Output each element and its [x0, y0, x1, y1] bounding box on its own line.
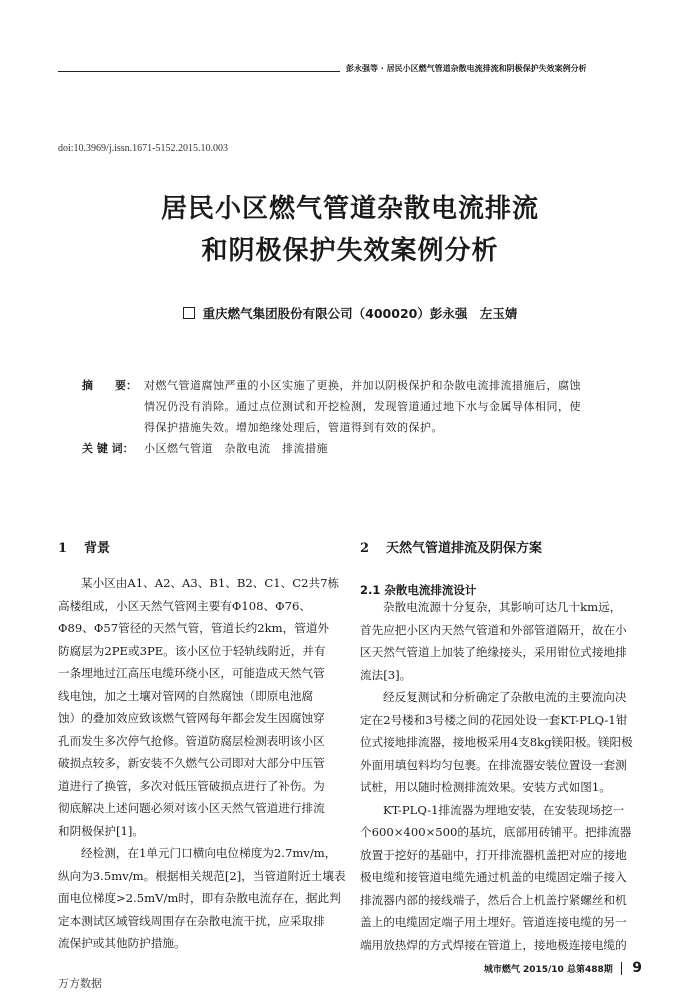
watermark: 万方数据 [58, 977, 102, 990]
abstract-line: 情况仍没有消除。通过点位测试和开挖检测，发现管道通过地下水与金属导体相同，使 [144, 400, 581, 413]
footer-divider [621, 962, 623, 975]
title-line-2: 和阴极保护失效案例分析 [201, 236, 499, 266]
section-number: 2 [360, 541, 370, 556]
body-text-line: 杂散电流源十分复杂，其影响可达几十km远， [383, 600, 622, 614]
authors-text: 重庆燃气集团股份有限公司（400020）彭永强 左玉婧 [202, 306, 518, 321]
section-title: 天然气管道排流及阴保方案 [386, 541, 543, 556]
body-text-line: 彻底解决上述问题必须对该小区天然气管道进行排流 [58, 801, 325, 815]
body-text-line: 孔而发生多次停气抢修。管道防腐层检测表明该小区 [58, 733, 325, 748]
body-text-line: 放置于挖好的基础中，打开排流器机盖把对应的接地 [360, 847, 627, 862]
body-text-line: 盖上的电缆固定端子用土埋好。管道连接电缆的另一 [360, 915, 627, 929]
body-text-line: 和阴极保护[1]。 [58, 823, 144, 838]
abstract-block [82, 375, 642, 459]
body-text-line: 位式接地排流器，接地极采用4支8kg镁阳极。镁阳极 [360, 735, 633, 749]
body-text-line: 排流器内部的接线端子，然后合上机盖拧紧螺丝和机 [360, 892, 627, 907]
section-number: 1 [58, 541, 68, 556]
abstract-label: 摘 要： [82, 379, 137, 392]
page-footer [484, 960, 642, 976]
body-text-line: 流保护或其他防护措施。 [58, 936, 186, 950]
page-number: 9 [632, 960, 642, 976]
body-text-line: 端用放热焊的方式焊接在管道上，接地极连接电缆的 [360, 937, 627, 952]
body-text-line: 面电位梯度>2.5mV/m时，即有杂散电流存在，据此判 [58, 891, 341, 905]
body-text-line: 经反复测试和分析确定了杂散电流的主要流向决 [383, 690, 627, 704]
section-2-heading [360, 537, 542, 556]
abstract-line: 对燃气管道腐蚀严重的小区实施了更换，并加以阴极保护和杂散电流排流措施后，腐蚀 [144, 379, 581, 392]
section-1-heading [58, 537, 110, 556]
doi[interactable]: doi:10.3969/j.issn.1671-5152.2015.10.003 [58, 143, 229, 154]
body-text-line: 经检测，在1单元门口横向电位梯度为2.7mv/m， [81, 846, 337, 860]
body-text-line: 一条埋地过江高压电缆环绕小区，可能造成天然气管 [58, 666, 325, 680]
body-text-line: 外面用填包料均匀包裹。在排流器安装位置设一套测 [360, 757, 627, 772]
body-text-line: 区天然气管道上加装了绝缘接头，采用钳位式接地排 [360, 645, 627, 659]
running-head: 彭永强等 · 居民小区燃气管道杂散电流排流和阴极保护失效案例分析 [346, 64, 587, 73]
body-text-line: Φ89、Φ57管径的天然气管，管道长约2km，管道外 [58, 621, 330, 635]
section-title: 背景 [84, 541, 111, 556]
journal-info: 城市燃气 2015/10 总第488期 [483, 964, 613, 975]
keywords-label: 关 键 词： [82, 442, 134, 455]
body-text-line: 流法[3]。 [360, 667, 412, 682]
title-line-1: 居民小区燃气管道杂散电流排流 [160, 194, 539, 224]
body-text-line: 首先应把小区内天然气管道和外部管道隔开，故在小 [360, 622, 627, 637]
body-text-line: 线电蚀，加之土壤对管网的自然腐蚀（即原电池腐 [58, 688, 314, 703]
body-text-line: 定本测试区域管线周围存在杂散电流干扰，应采取排 [58, 913, 325, 928]
body-text-line: 高楼组成，小区天然气管网主要有Φ108、Φ76、 [58, 598, 311, 613]
body-text-line: 破损点较多，新安装不久燃气公司即对大部分中压管 [58, 756, 325, 770]
right-column [360, 596, 633, 956]
body-text-line: 纵向为3.5mv/m。根据相关规范[2]，当管道附近土壤表 [58, 868, 346, 883]
abstract-text [144, 375, 642, 438]
body-text-line: 道进行了换管，多次对低压管破损点进行了补伤。为 [58, 778, 325, 793]
body-text-line: 个600×400×500的基坑，底部用砖铺平。把排流器 [360, 825, 632, 839]
article-title [0, 188, 700, 272]
body-text-line: 蚀）的叠加效应致该燃气管网每年都会发生因腐蚀穿 [58, 711, 325, 725]
checkbox-square-icon [183, 307, 195, 319]
abstract-line: 得保护措施失效。增加绝缘处理后，管道得到有效的保护。 [144, 421, 443, 434]
body-text-line: 防腐层为2PE或3PE。该小区位于轻轨线附近，并有 [58, 643, 326, 658]
left-column [58, 572, 346, 955]
keywords-text: 小区燃气管道 杂散电流 排流措施 [144, 442, 328, 455]
body-text-line: 极电缆和接管道电缆先通过机盖的电缆固定端子接入 [360, 870, 627, 884]
header-rule [58, 71, 340, 72]
subsection-2-1-heading: 2.1 杂散电流排流设计 [360, 583, 477, 597]
authors-affiliation [0, 304, 700, 322]
body-text-line: 某小区由A1、A2、A3、B1、B2、C1、C2共7栋 [81, 576, 340, 590]
body-text-line: KT-PLQ-1排流器为埋地安装，在安装现场挖一 [383, 802, 625, 817]
body-text-line: 试桩，用以随时检测排流效果。安装方式如图1。 [360, 780, 611, 794]
body-text-line: 定在2号楼和3号楼之间的花园处设一套KT-PLQ-1钳 [360, 712, 628, 727]
